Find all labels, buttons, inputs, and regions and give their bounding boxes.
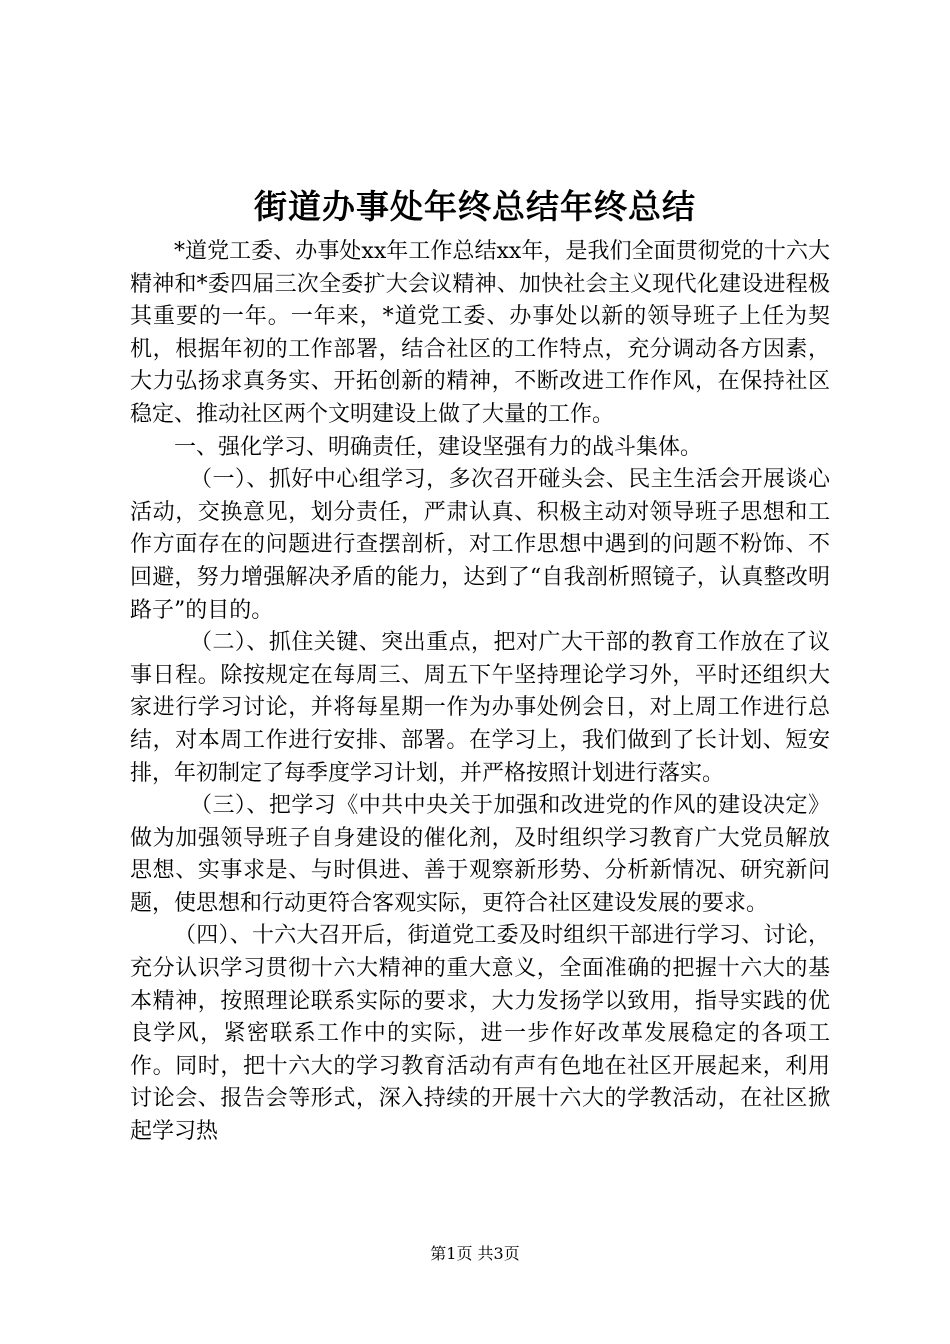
document-title: 街道办事处年终总结年终总结 <box>254 187 696 226</box>
paragraph-item-2: （二）、抓住关键、突出重点，把对广大干部的教育工作放在了议事日程。除按规定在每周三、周五下午坚持理论学习外，平时还组织大家进行学习讨论，并将每星期一作为办事处例会日，对上周工作进行总结，对本周工作进行安排、部署。在学习上，我们做到了长计划、短安排，年初制定了每季度学习计划，并严格按照计划进行落实。 <box>130 630 830 786</box>
page-footer: 第1页 共3页 <box>430 1244 520 1263</box>
document-body <box>130 236 830 1149</box>
paragraph-intro: *道党工委、办事处xx年工作总结xx年，是我们全面贯彻党的十六大精神和*委四届三次全委扩大会议精神、加快社会主义现代化建设进程极其重要的一年。一年来，*道党工委、办事处以新的领导班子上任为契机，根据年初的工作部署，结合社区的工作特点，充分调动各方因素，大力弘扬求真务实、开拓创新的精神，不断改进工作作风，在保持社区稳定、推动社区两个文明建设上做了大量的工作。 <box>130 239 830 427</box>
paragraph-item-3: （三）、把学习《中共中央关于加强和改进党的作风的建设决定》做为加强领导班子自身建设的催化剂，及时组织学习教育广大党员解放思想、实事求是、与时俱进、善于观察新形势、分析新情况、研究新问题，使思想和行动更符合客观实际，更符合社区建设发展的要求。 <box>130 793 830 916</box>
paragraph-item-1: （一）、抓好中心组学习，多次召开碰头会、民主生活会开展谈心活动，交换意见，划分责任，严肃认真、积极主动对领导班子思想和工作方面存在的问题进行查摆剖析，对工作思想中遇到的问题不粉饰、不回避，努力增强解决矛盾的能力，达到了“自我剖析照镜子，认真整改明路子”的目的。 <box>130 467 830 623</box>
paragraph-item-4: （四）、十六大召开后，街道党工委及时组织干部进行学习、讨论，充分认识学习贯彻十六大精神的重大意义，全面准确的把握十六大的基本精神，按照理论联系实际的要求，大力发扬学以致用，指导实践的优良学风，紧密联系工作中的实际，进一步作好改革发展稳定的各项工作。同时，把十六大的学习教育活动有声有色地在社区开展起来，利用讨论会、报告会等形式，深入持续的开展十六大的学教活动，在社区掀起学习热 <box>130 923 830 1145</box>
section-heading-1: 一、强化学习、明确责任，建设坚强有力的战斗集体。 <box>174 434 703 460</box>
